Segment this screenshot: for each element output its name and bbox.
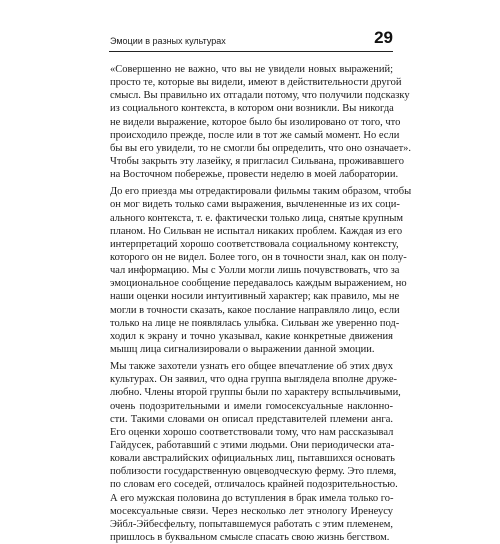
text-line: ального контекста, т. е. фактически только лица, снятые крупным <box>110 212 404 224</box>
text-line: культурах. Он заявил, что одна группа выглядела вполне друже- <box>110 374 398 386</box>
text-line: очень подозрительными и имели гомосексуальные наклонно- <box>110 400 393 412</box>
text-line: мышц лица сигнализировали о выражении данной эмоции. <box>110 343 375 355</box>
page-number: 29 <box>374 28 393 47</box>
text-line: бы вы его увидели, то не смогли бы определить, что оно означает». <box>110 142 412 154</box>
text-line: ходил к экрану и точно указывал, какие конкретные движения <box>110 330 393 342</box>
text-line: из социального контекста, в котором они возникли. Вы никогда <box>110 103 394 115</box>
body-text <box>110 63 412 544</box>
text-line: А его мужская половина до вступления в брак имела только го- <box>110 492 394 504</box>
text-line: поблизости государственную овцеводческую ферму. Это племя, <box>110 466 397 478</box>
text-line: Его оценки хорошо соответствовали тому, что нам рассказывал <box>110 426 394 438</box>
text-line: просто те, которые вы видели, имеют в действительности другой <box>110 77 402 89</box>
text-line: только на лице не появлялась улыбка. Сильван же уверенно под- <box>110 317 400 329</box>
text-line: могли в точности сказать, какое послание направляло лицо, если <box>110 304 400 316</box>
text-line: Чтобы закрыть эту лазейку, я пригласил Сильвана, проживавшего <box>110 155 404 167</box>
text-line: мосексуальные связи. Через несколько лет этнологу Иренеусу <box>110 505 393 517</box>
text-line: интерпретаций хорошо соответствовала социальному контексту, <box>110 238 399 250</box>
text-line: «Совершенно не важно, что вы не увидели новых выражений; <box>110 64 393 75</box>
paragraph <box>110 360 401 544</box>
text-line: любно. Члены второй группы были по характеру вспыльчивыми, <box>110 387 401 399</box>
text-line: происходило прежде, после или в тот же самый момент. Но если <box>110 129 400 141</box>
section-title: Эмоции в разных культурах <box>110 36 226 46</box>
text-line: смысл. Вы правильно их отгадали потому, что получили подсказку <box>110 90 410 102</box>
text-line: эмоциональное сообщение передавалось каждым выражением, но <box>110 278 407 290</box>
running-header <box>109 27 393 52</box>
text-line: Гайдусек, работавший с этими людьми. Они периодически ата- <box>110 439 395 451</box>
paragraph <box>110 63 412 181</box>
text-line: Мы также захотели узнать его общее впечатление об этих двух <box>110 361 393 373</box>
text-line: чал информацию. Мы с Уолли могли лишь почувствовать, что за <box>110 265 400 277</box>
text-line: которого он не видел. Более того, он в точности знал, как он полу- <box>110 251 407 263</box>
text-line: по словам его соседей, отличалось крайней подозрительностью. <box>110 479 398 491</box>
text-line: наши оценки носили интуитивный характер; как правило, мы не <box>110 291 400 303</box>
text-line: сти. Такими словами он описал представителей племени анга. <box>110 413 393 425</box>
text-line: планом. Но Сильван не испытал никаких проблем. Каждая из его <box>110 225 403 237</box>
paragraph <box>110 185 412 356</box>
text-line: До его приезда мы отредактировали фильмы таким образом, чтобы <box>110 186 412 198</box>
text-line: не видели выражение, которое было бы изолировано от того, что <box>110 116 401 128</box>
text-line: Эйбл-Эйбесфельту, попытавшемуся работать с этим племенем, <box>110 518 393 530</box>
text-line: пришлось в буквальном смысле спасать свою жизнь бегством. <box>110 531 390 543</box>
text-line: ковали австралийских официальных лиц, пытавшихся основать <box>110 453 395 465</box>
text-line: на Восточном побережье, провести неделю в моей лаборатории. <box>110 169 399 181</box>
text-line: он мог видеть только сами выражения, вычлененные из их соци- <box>110 199 400 211</box>
